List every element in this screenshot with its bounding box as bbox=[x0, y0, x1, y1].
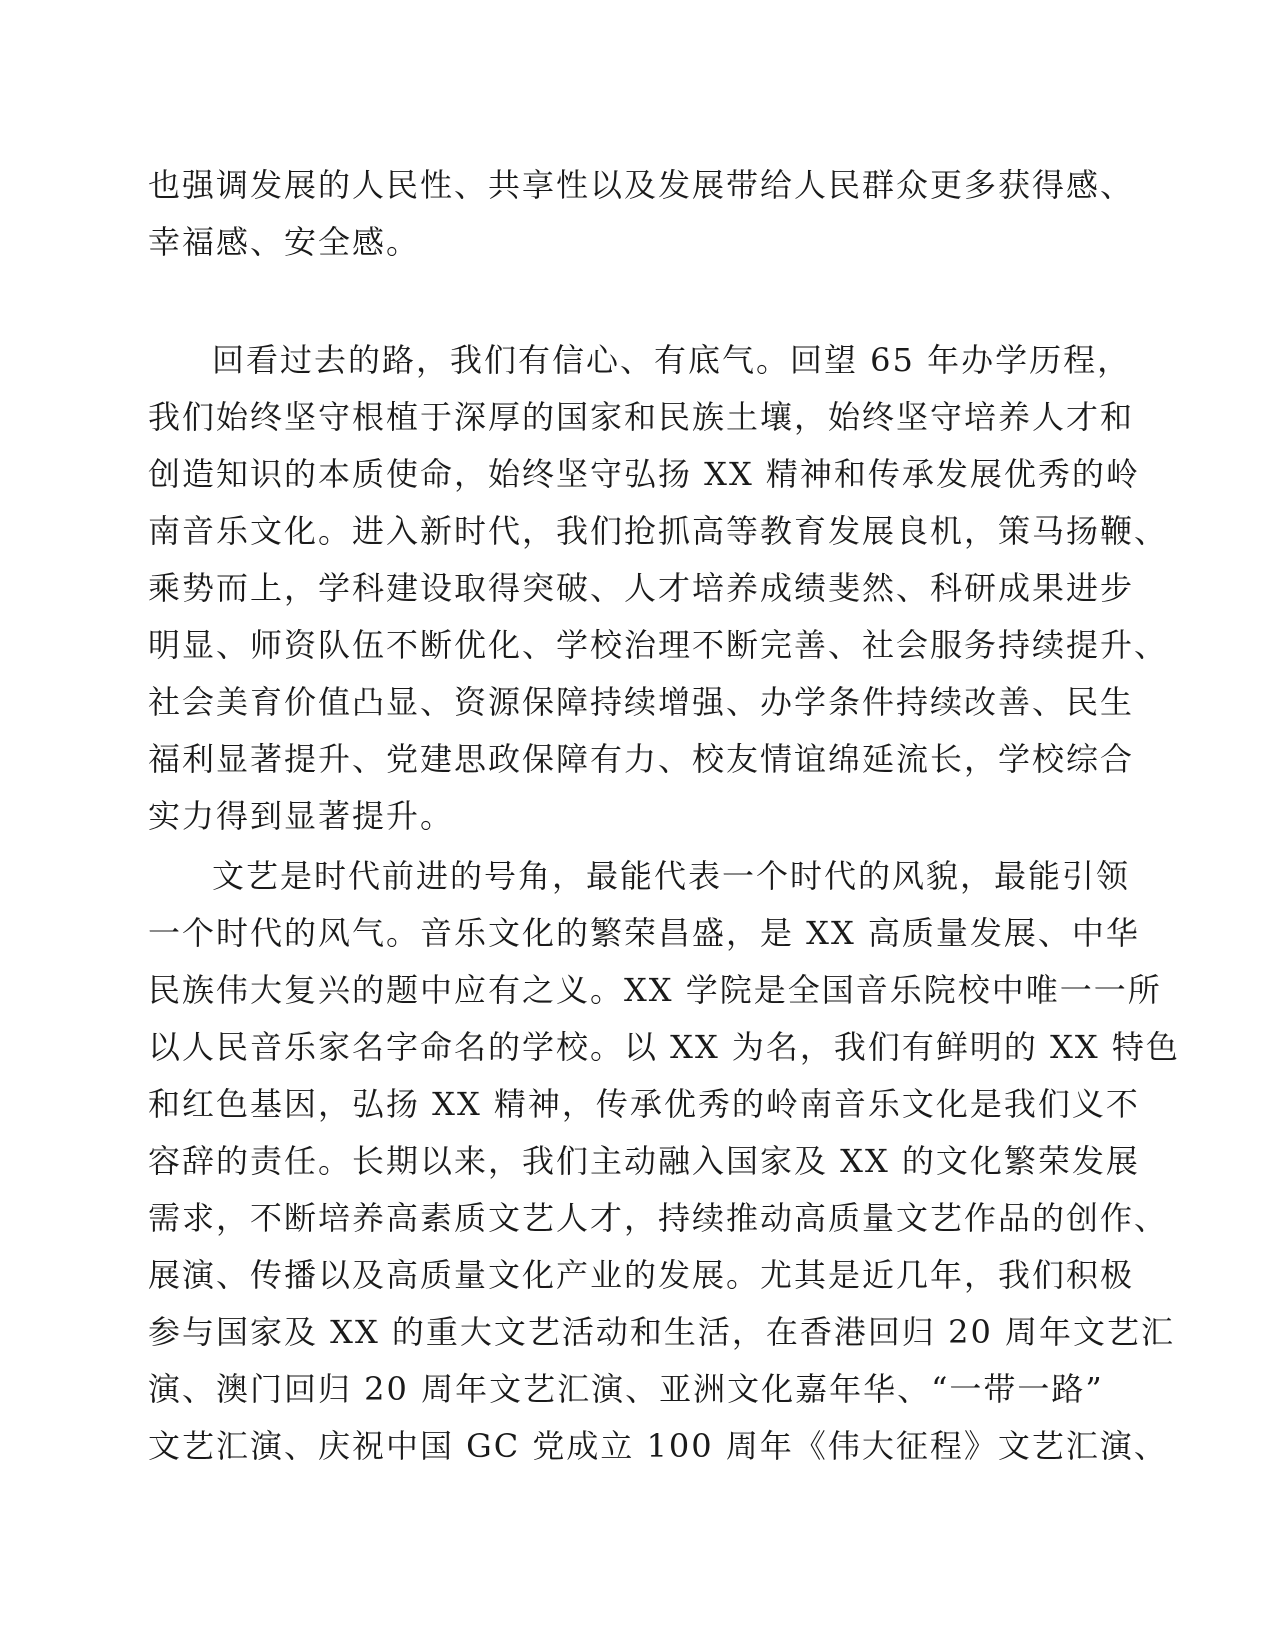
text-line: 实力得到显著提升。 bbox=[148, 797, 455, 835]
text-line: 乘势而上，学科建设取得突破、人才培养成绩斐然、科研成果进步 bbox=[148, 569, 1135, 607]
text-line: 文艺汇演、庆祝中国 GC 党成立 100 周年《伟大征程》文艺汇演、 bbox=[148, 1427, 1168, 1465]
text-line: 和红色基因，弘扬 XX 精神，传承优秀的岭南音乐文化是我们义不 bbox=[148, 1085, 1140, 1123]
text-line: 需求，不断培养高素质文艺人才，持续推动高质量文艺作品的创作、 bbox=[148, 1199, 1169, 1237]
text-line: 民族伟大复兴的题中应有之义。XX 学院是全国音乐院校中唯一一所 bbox=[148, 971, 1162, 1009]
text-line: 回看过去的路，我们有信心、有底气。回望 65 年办学历程， bbox=[212, 341, 1132, 379]
text-line: 福利显著提升、党建思政保障有力、校友情谊绵延流长，学校综合 bbox=[148, 740, 1135, 778]
paragraph-culture bbox=[148, 848, 1180, 1475]
text-line: 幸福感、安全感。 bbox=[148, 223, 421, 261]
text-line: 演、澳门回归 20 周年文艺汇演、亚洲文化嘉年华、“一带一路” bbox=[148, 1370, 1104, 1408]
text-line: 南音乐文化。进入新时代，我们抢抓高等教育发展良机，策马扬鞭、 bbox=[148, 512, 1169, 550]
text-line: 一个时代的风气。音乐文化的繁荣昌盛，是 XX 高质量发展、中华 bbox=[148, 914, 1140, 952]
text-line: 我们始终坚守根植于深厚的国家和民族土壤，始终坚守培养人才和 bbox=[148, 398, 1135, 436]
text-line: 明显、师资队伍不断优化、学校治理不断完善、社会服务持续提升、 bbox=[148, 626, 1169, 664]
text-line: 容辞的责任。长期以来，我们主动融入国家及 XX 的文化繁荣发展 bbox=[148, 1142, 1140, 1180]
text-line: 以人民音乐家名字命名的学校。以 XX 为名，我们有鲜明的 XX 特色 bbox=[148, 1028, 1180, 1066]
text-line: 创造知识的本质使命，始终坚守弘扬 XX 精神和传承发展优秀的岭 bbox=[148, 455, 1140, 493]
paragraph-continuation bbox=[148, 157, 1138, 271]
text-line: 展演、传播以及高质量文化产业的发展。尤其是近几年，我们积极 bbox=[148, 1256, 1135, 1294]
text-line: 文艺是时代前进的号角，最能代表一个时代的风貌，最能引领 bbox=[212, 857, 1131, 895]
text-line: 社会美育价值凸显、资源保障持续增强、办学条件持续改善、民生 bbox=[148, 683, 1135, 721]
text-line: 参与国家及 XX 的重大文艺活动和生活，在香港回归 20 周年文艺汇 bbox=[148, 1313, 1175, 1351]
text-line: 也强调发展的人民性、共享性以及发展带给人民群众更多获得感、 bbox=[148, 166, 1135, 204]
paragraph-history bbox=[148, 332, 1169, 845]
